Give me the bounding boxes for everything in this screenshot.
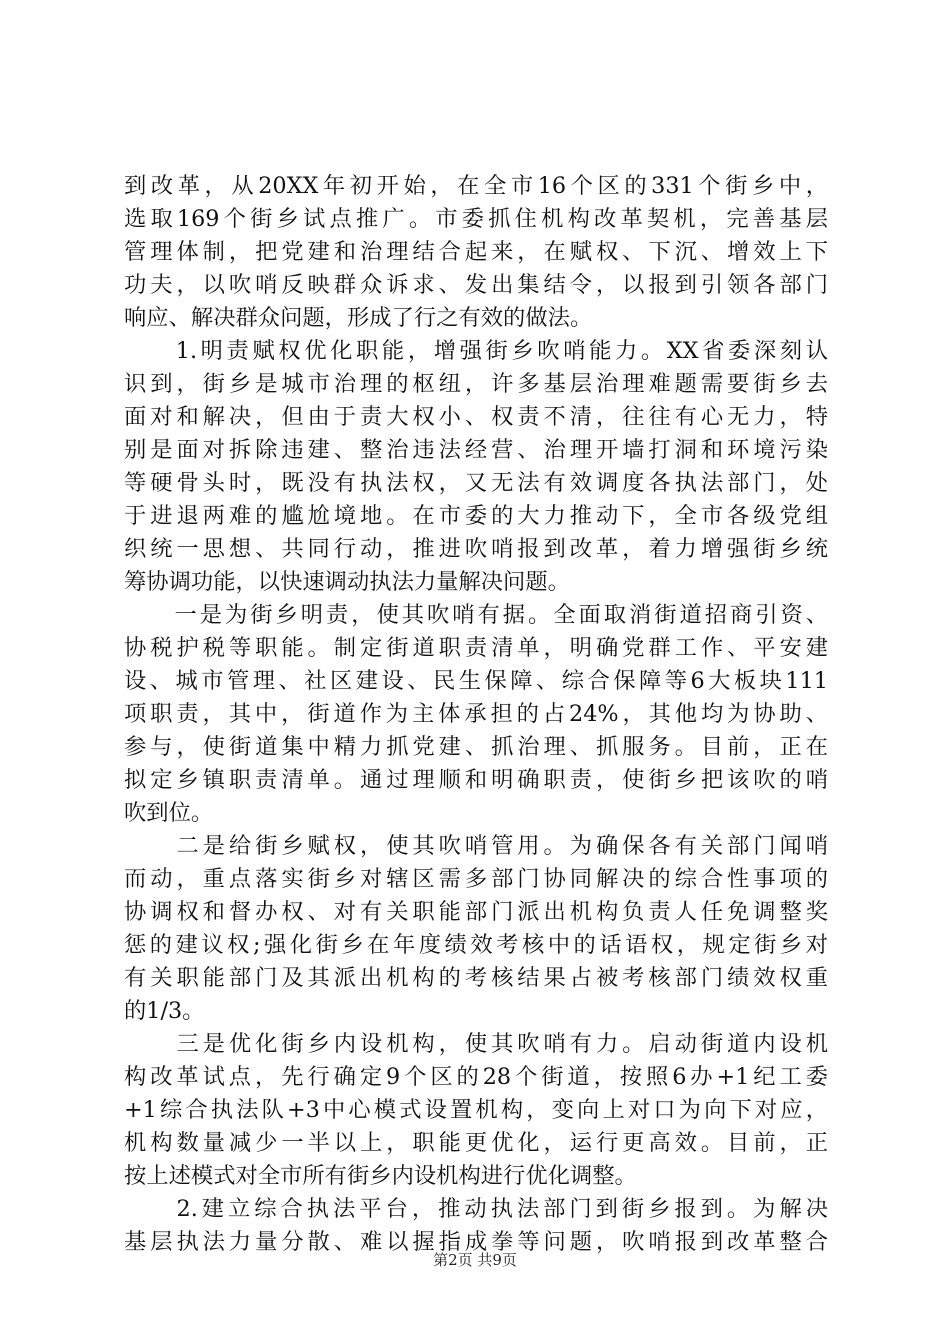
text-line: 而动，重点落实街乡对辖区需多部门协同解决的综合性事项的 bbox=[124, 866, 828, 892]
text-line: 协调权和督办权、对有关职能部门派出机构负责人任免调整奖 bbox=[124, 899, 828, 925]
text-line: 别是面对拆除违建、整治违法经营、治理开墙打洞和环境污染 bbox=[124, 437, 828, 463]
text-line: 于进退两难的尴尬境地。在市委的大力推动下，全市各级党组 bbox=[124, 503, 828, 529]
text-line: 有关职能部门及其派出机构的考核结果占被考核部门绩效权重 bbox=[124, 965, 828, 991]
text-line: 基层执法力量分散、难以握指成拳等问题，吹哨报到改革整合 bbox=[124, 1229, 828, 1255]
text-line: 协税护税等职能。制定街道职责清单，明确党群工作、平安建 bbox=[124, 635, 828, 661]
text-line: 织统一思想、共同行动，推进吹哨报到改革，着力增强街乡统 bbox=[124, 536, 828, 562]
text-line: 面对和解决，但由于责大权小、权责不清，往往有心无力，特 bbox=[124, 404, 828, 430]
text-line: 构改革试点，先行确定9个区的28个街道，按照6办+1纪工委 bbox=[124, 1064, 828, 1090]
text-line: 管理体制，把党建和治理结合起来，在赋权、下沉、增效上下 bbox=[124, 239, 828, 265]
text-line: 到改革，从20XX年初开始，在全市16个区的331个街乡中， bbox=[124, 173, 828, 199]
text-line: 等硬骨头时，既没有执法权，又无法有效调度各执法部门，处 bbox=[124, 470, 828, 496]
text-line: 惩的建议权;强化街乡在年度绩效考核中的话语权，规定街乡对 bbox=[124, 932, 828, 958]
text-line: 参与，使街道集中精力抓党建、抓治理、抓服务。目前，正在 bbox=[124, 734, 828, 760]
text-line: 识到，街乡是城市治理的枢纽，许多基层治理难题需要街乡去 bbox=[124, 371, 828, 397]
text-line: +1综合执法队+3中心模式设置机构，变向上对口为向下对应， bbox=[124, 1097, 828, 1123]
text-line: 一是为街乡明责，使其吹哨有据。全面取消街道招商引资、 bbox=[124, 602, 828, 628]
text-line: 二是给街乡赋权，使其吹哨管用。为确保各有关部门闻哨 bbox=[124, 833, 828, 859]
text-line: 设、城市管理、社区建设、民生保障、综合保障等6大板块111 bbox=[124, 668, 828, 694]
text-line: 2.建立综合执法平台，推动执法部门到街乡报到。为解决 bbox=[124, 1196, 828, 1222]
page-footer: 第2页 共9页 bbox=[433, 1251, 517, 1269]
text-line: 三是优化街乡内设机构，使其吹哨有力。启动街道内设机 bbox=[124, 1031, 828, 1057]
text-line: 选取169个街乡试点推广。市委抓住机构改革契机，完善基层 bbox=[124, 206, 828, 232]
document-body bbox=[124, 170, 828, 1259]
text-line: 的1/3。 bbox=[124, 998, 205, 1024]
text-line: 响应、解决群众问题，形成了行之有效的做法。 bbox=[124, 305, 593, 331]
text-line: 筹协调功能，以快速调动执法力量解决问题。 bbox=[124, 569, 570, 595]
text-line: 按上述模式对全市所有街乡内设机构进行优化调整。 bbox=[124, 1163, 637, 1189]
text-line: 项职责，其中，街道作为主体承担的占24%，其他均为协助、 bbox=[124, 701, 828, 727]
text-line: 功夫，以吹哨反映群众诉求、发出集结令，以报到引领各部门 bbox=[124, 272, 828, 298]
text-line: 1.明责赋权优化职能，增强街乡吹哨能力。XX省委深刻认 bbox=[124, 338, 828, 364]
text-line: 拟定乡镇职责清单。通过理顺和明确职责，使街乡把该吹的哨 bbox=[124, 767, 828, 793]
text-line: 吹到位。 bbox=[124, 800, 214, 826]
text-line: 机构数量减少一半以上，职能更优化，运行更高效。目前，正 bbox=[124, 1130, 828, 1156]
